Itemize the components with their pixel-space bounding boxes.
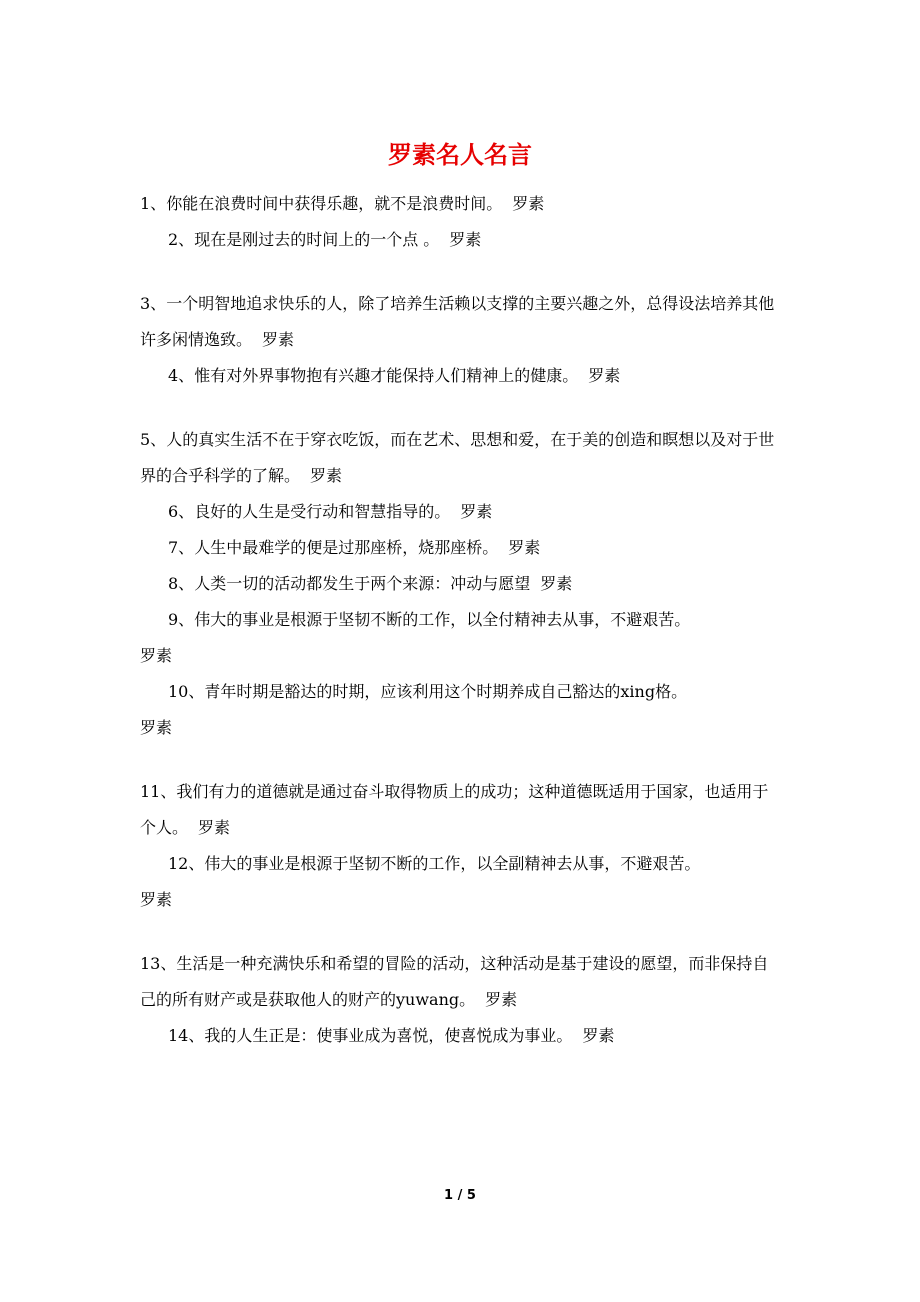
quote-author: 罗素 [198, 818, 231, 837]
quote-number: 13、 [140, 954, 177, 973]
quote-text: 惟有对外界事物抱有兴趣才能保持人们精神上的健康。 [194, 366, 579, 385]
quote-item [140, 846, 784, 918]
quote-number: 1、 [140, 194, 167, 213]
quote-author: 罗素 [310, 466, 343, 485]
quote-number: 12、 [168, 854, 205, 873]
quote-number: 3、 [140, 294, 167, 313]
quote-item [140, 774, 784, 846]
quote-item [140, 566, 784, 602]
quote-text: 我们有力的道德就是通过奋斗取得物质上的成功；这种道德既适用于国家，也适用于个人。 [140, 782, 769, 837]
quote-number: 9、 [168, 610, 195, 629]
quote-item [140, 674, 784, 746]
quote-author: 罗素 [262, 330, 295, 349]
quote-number: 4、 [168, 366, 195, 385]
quote-author: 罗素 [460, 502, 493, 521]
quote-author: 罗素 [540, 574, 573, 593]
quote-text: 伟大的事业是根源于坚韧不断的工作，以全付精神去从事，不避艰苦。 [194, 610, 691, 629]
quote-number: 11、 [140, 782, 177, 801]
quote-number: 6、 [168, 502, 195, 521]
quote-item [140, 358, 784, 394]
quote-text: 现在是刚过去的时间上的一个点 。 [194, 230, 440, 249]
quote-item [140, 286, 784, 358]
quote-text: 一个明智地追求快乐的人，除了培养生活赖以支撑的主要兴趣之外，总得设法培养其他许多闲情逸致。 [140, 294, 775, 349]
quote-number: 14、 [168, 1026, 205, 1045]
quote-author: 罗素 [140, 646, 173, 665]
quote-author: 罗素 [485, 990, 518, 1009]
quote-author: 罗素 [140, 718, 173, 737]
quote-list [140, 186, 784, 1054]
quote-item [140, 494, 784, 530]
quote-author: 罗素 [449, 230, 482, 249]
page-title: 罗素名人名言 [388, 141, 532, 169]
quote-text: 生活是一种充满快乐和希望的冒险的活动，这种活动是基于建设的愿望，而非保持自己的所有财产或是获取他人的财产的yuwang。 [140, 954, 769, 1009]
quote-author: 罗素 [140, 890, 173, 909]
quote-author: 罗素 [508, 538, 541, 557]
quote-number: 5、 [140, 430, 167, 449]
quote-item [140, 530, 784, 566]
quote-number: 10、 [168, 682, 205, 701]
quote-item [140, 422, 784, 494]
page-number: 1 / 5 [444, 1188, 476, 1203]
quote-author: 罗素 [588, 366, 621, 385]
quote-text: 良好的人生是受行动和智慧指导的。 [194, 502, 451, 521]
quote-author: 罗素 [582, 1026, 615, 1045]
quote-text: 你能在浪费时间中获得乐趣，就不是浪费时间。 [166, 194, 503, 213]
quote-item [140, 1018, 784, 1054]
quote-item [140, 222, 784, 258]
quote-text: 伟大的事业是根源于坚韧不断的工作，以全副精神去从事，不避艰苦。 [204, 854, 701, 873]
quote-number: 2、 [168, 230, 195, 249]
quote-number: 8、 [168, 574, 195, 593]
quote-text: 我的人生正是：使事业成为喜悦，使喜悦成为事业。 [204, 1026, 573, 1045]
quote-number: 7、 [168, 538, 195, 557]
quote-text: 人生中最难学的便是过那座桥，烧那座桥。 [194, 538, 499, 557]
quote-item [140, 946, 784, 1018]
quote-author: 罗素 [512, 194, 545, 213]
quote-item [140, 602, 784, 674]
quote-item [140, 186, 784, 222]
quote-text: 青年时期是豁达的时期，应该利用这个时期养成自己豁达的xing格。 [204, 682, 688, 701]
quote-text: 人类一切的活动都发生于两个来源：冲动与愿望 [194, 574, 531, 593]
quote-text: 人的真实生活不在于穿衣吃饭，而在艺术、思想和爱，在于美的创造和瞑想以及对于世界的合乎科学的了解。 [140, 430, 775, 485]
